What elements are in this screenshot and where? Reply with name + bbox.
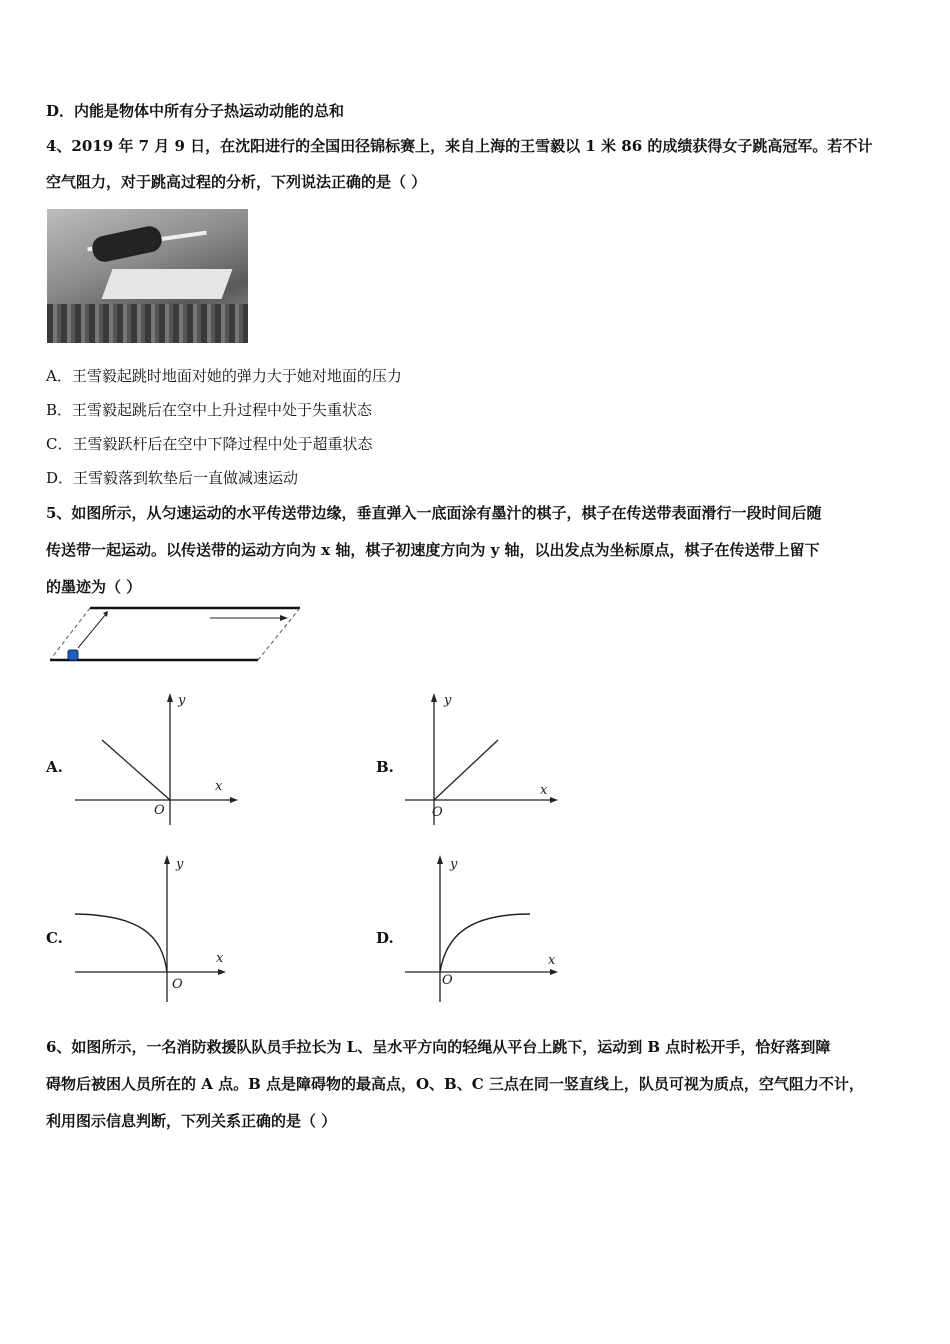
conveyor-belt-diagram [40, 600, 310, 670]
axis-y-label: y [444, 693, 452, 708]
q5-graph-b [400, 690, 570, 830]
q5-graph-d [400, 850, 570, 1010]
q5-choice-b-label: B. [376, 758, 394, 776]
high-jump-photo [47, 209, 248, 343]
q5-graph-a [70, 690, 240, 830]
q4-stem-line1: 4、2019 年 7 月 9 日，在沈阳进行的全国田径锦标赛上，来自上海的王雪毅以 1 米 86 的成绩获得女子跳高冠军。若不计 [46, 137, 873, 155]
axis-x-label: x [215, 779, 223, 794]
q4-option-c: C．王雪毅跃杆后在空中下降过程中处于超重状态 [46, 435, 373, 453]
axis-x-label: x [540, 783, 548, 798]
q6-stem-line3: 利用图示信息判断，下列关系正确的是（ ） [46, 1112, 337, 1130]
q5-choice-c-label: C. [46, 929, 63, 947]
q6-stem-line2: 碍物后被困人员所在的 A 点。B 点是障碍物的最高点，O、B、C 三点在同一竖直线上，队员可视为质点，空气阻力不计， [46, 1075, 864, 1093]
chess-piece [68, 650, 78, 660]
q5-stem-line1: 5、如图所示，从匀速运动的水平传送带边缘，垂直弹入一底面涂有墨汁的棋子，棋子在传送带表面滑行一段时间后随 [46, 504, 822, 522]
q5-choice-d-label: D. [376, 929, 394, 947]
q5-choice-a-label: A. [46, 758, 63, 776]
axis-origin-label: O [172, 977, 183, 992]
q5-stem-line3: 的墨迹为（ ） [46, 578, 142, 596]
q6-stem-line1: 6、如图所示，一名消防救援队队员手拉长为 L、呈水平方向的轻绳从平台上跳下，运动到 B 点时松开手，恰好落到障 [46, 1038, 831, 1056]
axis-origin-label: O [442, 973, 453, 988]
axis-y-label: y [176, 857, 184, 872]
axis-origin-label: O [154, 803, 165, 818]
axis-y-label: y [178, 693, 186, 708]
q3-option-d: D．内能是物体中所有分子热运动动能的总和 [46, 102, 345, 120]
axis-x-label: x [216, 951, 224, 966]
q4-option-d: D．王雪毅落到软垫后一直做减速运动 [46, 469, 299, 487]
q4-stem-line2: 空气阻力，对于跳高过程的分析，下列说法正确的是（ ） [46, 173, 427, 191]
q4-option-b: B．王雪毅起跳后在空中上升过程中处于失重状态 [46, 401, 373, 419]
axis-y-label: y [450, 857, 458, 872]
q5-graph-c [70, 850, 240, 1010]
q4-option-a: A．王雪毅起跳时地面对她的弹力大于她对地面的压力 [46, 367, 402, 385]
q5-stem-line2: 传送带一起运动。以传送带的运动方向为 x 轴，棋子初速度方向为 y 轴，以出发点为坐标原点，棋子在传送带上留下 [46, 541, 820, 559]
axis-x-label: x [548, 953, 556, 968]
axis-origin-label: O [432, 805, 443, 820]
